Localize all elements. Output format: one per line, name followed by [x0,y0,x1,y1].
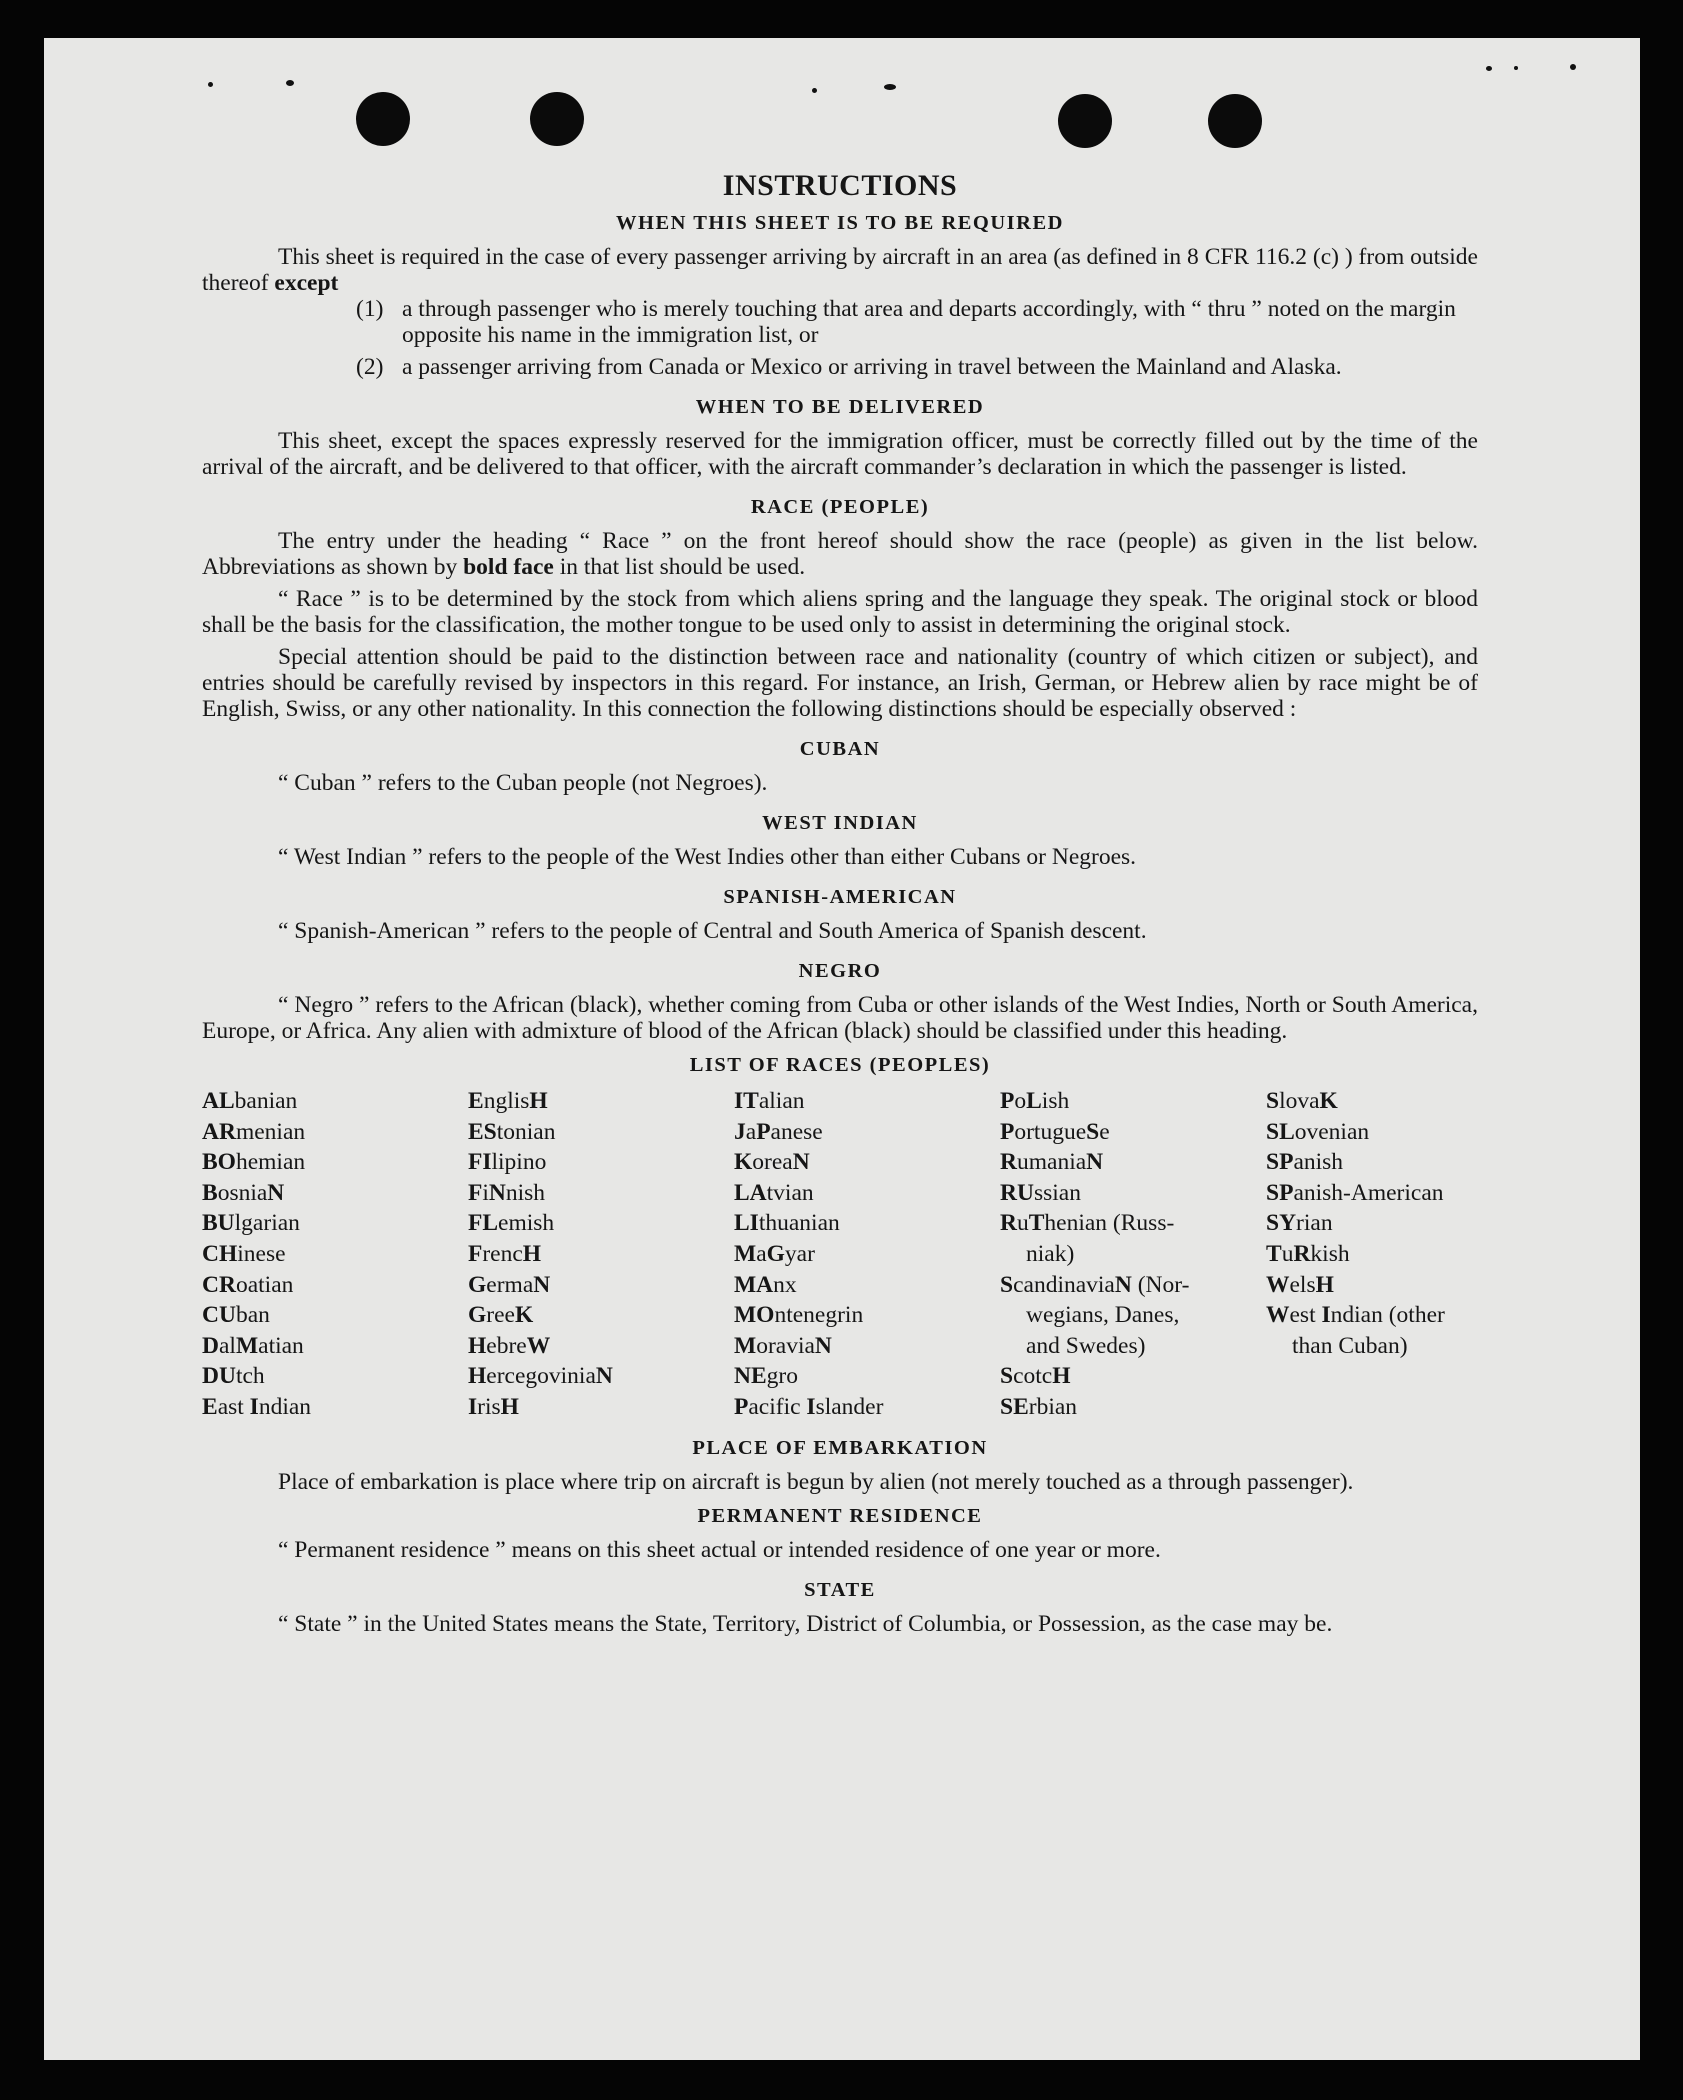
race-entry: MaGyar [734,1240,815,1267]
section-paragraph: “ Permanent residence ” means on this sheet actual or intended residence of one year or more. [278,1536,1161,1563]
speck [1514,66,1518,70]
race-entry: WelsH [1266,1271,1334,1298]
race-entry: SYrian [1266,1210,1333,1237]
race-entry: GermaN [468,1271,551,1298]
race-entry: Pacific Islander [734,1393,884,1420]
section-paragraph [202,528,1478,580]
race-entry: HercegoviniaN [468,1363,613,1390]
race-entry: LAtvian [734,1179,814,1206]
race-column [1000,1086,1266,1423]
section-paragraph: “ Negro ” refers to the African (black), whether coming from Cuba or other islands of the West Indies, North or South America, Europe, or Africa. Any alien with admixture of blood of the African (black) should be classified under this heading. [202,992,1478,1044]
item-text: a through passenger who is merely touching that area and departs accordingly, with “ thru ” noted on the margin opposite his name in the immigration list, or [402,296,1456,348]
race-entry: EnglisH [468,1088,548,1114]
race-entry: niak) [1026,1240,1075,1267]
race-entry: FLemish [468,1210,555,1237]
race-entry: GreeK [468,1302,534,1329]
race-entry: BUlgarian [202,1210,300,1237]
race-entry: IrisH [468,1393,519,1420]
item-text: a passenger arriving from Canada or Mexico or arriving in travel between the Mainland and Alaska. [402,354,1342,380]
race-entry: RUssian [1000,1179,1081,1206]
section-paragraph: Special attention should be paid to the distinction between race and nationality (country of which citizen or subject), and entries should be carefully revised by inspectors in this regard. For instance, an Irish, German, or Hebrew alien by race might be of English, Swiss, or any other nationality. In this connection the following distinctions should be especially observed : [202,644,1478,722]
race-entry: and Swedes) [1026,1332,1146,1359]
section-heading: WHEN TO BE DELIVERED [695,396,985,418]
race-entry: FIlipino [468,1149,547,1176]
race-entry: KoreaN [734,1149,810,1176]
race-entry: CHinese [202,1240,286,1267]
race-entry: HebreW [468,1332,551,1359]
race-entry: SErbian [1000,1393,1078,1420]
paragraph-text: This sheet is required in the case of every passenger arriving by aircraft in an area (as defined in 8 CFR 116.2 (c) ) from outside thereof [202,244,1478,296]
race-entry: TuRkish [1266,1240,1350,1267]
race-entry: FiNnish [468,1179,546,1206]
instructions-content [202,168,1478,1637]
race-entry: ScandinaviaN (Nor- [1000,1271,1190,1298]
section-heading: WEST INDIAN [762,812,918,834]
punch-hole [1058,94,1112,148]
race-entry: MAnx [734,1271,797,1298]
document-sheet [44,38,1640,2060]
race-entry: SPanish [1266,1149,1344,1176]
race-entry: CRoatian [202,1271,294,1298]
list-item [202,354,1478,380]
section-heading: PERMANENT RESIDENCE [697,1504,983,1527]
race-column [1266,1086,1478,1423]
speck [208,82,213,87]
list-item [202,296,1478,348]
section-paragraph: “ Spanish-American ” refers to the people of Central and South America of Spanish descent. [278,918,1147,944]
race-entry: PoLish [1000,1088,1070,1114]
section-paragraph [202,244,1478,296]
race-entry: CUban [202,1302,270,1329]
race-entry: West Indian (other [1266,1302,1445,1329]
race-entry: BosniaN [202,1179,285,1206]
section-heading: RACE (PEOPLE) [750,496,930,518]
race-entry: East Indian [202,1393,312,1420]
races-heading: LIST OF RACES (PEOPLES) [689,1054,991,1076]
races-list [202,1086,1478,1423]
race-column [734,1086,1000,1423]
speck [286,80,294,86]
race-entry: NEgro [734,1363,798,1390]
paragraph-text: The entry under the heading “ Race ” on the front hereof should show the race (people) as given in the list below. Abbreviations as shown by [202,528,1478,580]
race-entry: RuThenian (Russ- [1000,1210,1175,1237]
race-entry: SLovenian [1266,1118,1370,1145]
race-entry: EStonian [468,1118,556,1145]
section-heading: CUBAN [799,738,881,760]
race-entry: ARmenian [202,1118,306,1145]
section-heading: WHEN THIS SHEET IS TO BE REQUIRED [616,212,1064,234]
section-paragraph: Place of embarkation is place where trip on aircraft is begun by alien (not merely touched as a through passenger). [278,1468,1354,1495]
item-number: (1) [356,296,384,322]
race-entry: ScotcH [1000,1363,1071,1390]
race-entry: LIthuanian [734,1210,840,1237]
section-paragraph: “ Cuban ” refers to the Cuban people (not Negroes). [278,770,768,796]
race-entry: ALbanian [202,1088,298,1114]
section-heading: NEGRO [798,960,882,982]
punch-hole [530,92,584,146]
race-entry: JaPanese [734,1118,823,1145]
speck [812,88,817,93]
punch-hole [356,92,410,146]
page-title: INSTRUCTIONS [722,169,958,202]
race-entry: SPanish-American [1266,1179,1444,1206]
race-entry: RumaniaN [1000,1149,1104,1176]
race-entry: SlovaK [1266,1088,1338,1114]
punch-hole [1208,94,1262,148]
race-entry: DUtch [202,1363,265,1390]
race-entry: ITalian [734,1088,805,1114]
paragraph-bold-text: bold face [463,554,554,580]
race-entry: wegians, Danes, [1026,1302,1180,1329]
section-paragraph: “ Race ” is to be determined by the stock from which aliens spring and the language they speak. The original stock or blood shall be the basis for the classification, the mother tongue to be used only to assist in determining the original stock. [202,586,1478,638]
race-column [202,1086,468,1423]
race-entry: DalMatian [202,1332,304,1359]
race-entry: BOhemian [202,1149,306,1176]
race-entry: PortugueSe [1000,1118,1110,1145]
race-entry: MOntenegrin [734,1302,864,1329]
race-column [468,1086,734,1423]
paragraph-text: in that list should be used. [553,554,806,580]
speck [1486,66,1492,71]
item-number: (2) [356,354,384,380]
section-paragraph: “ West Indian ” refers to the people of the West Indies other than either Cubans or Negroes. [278,844,1137,870]
section-paragraph: This sheet, except the spaces expressly reserved for the immigration officer, must be correctly filled out by the time of the arrival of the aircraft, and be delivered to that officer, with the aircraft commander’s declaration in which the passenger is listed. [202,428,1478,480]
section-heading: SPANISH-AMERICAN [723,886,957,908]
section-heading: PLACE OF EMBARKATION [692,1436,988,1459]
race-entry: MoraviaN [734,1332,832,1359]
race-entry: than Cuban) [1292,1332,1408,1359]
speck [884,84,896,90]
section-paragraph: “ State ” in the United States means the State, Territory, District of Columbia, or Possession, as the case may be. [278,1610,1333,1637]
section-heading: STATE [804,1578,876,1601]
race-entry: FrencH [468,1240,542,1267]
paragraph-bold-text: except [274,270,339,296]
speck [1570,64,1576,70]
